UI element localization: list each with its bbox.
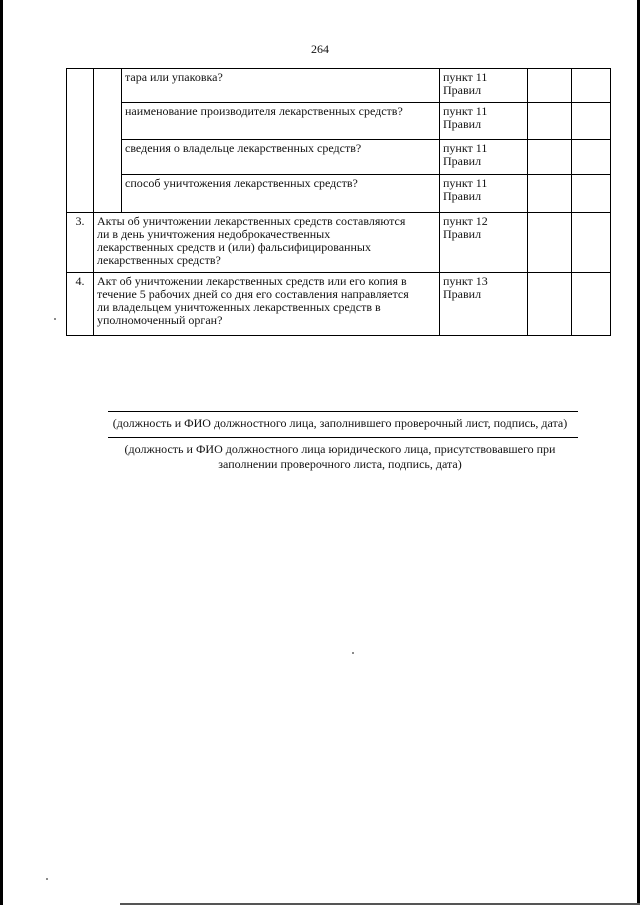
answer-cell-yes[interactable] <box>528 69 572 103</box>
reference-cell <box>440 273 528 336</box>
reference-cell <box>440 140 528 175</box>
answer-cell-no[interactable] <box>572 103 611 140</box>
table-row <box>67 140 611 175</box>
page-number: 264 <box>311 42 329 56</box>
reference-line: пункт 11 <box>443 104 488 118</box>
question-cell <box>94 273 440 336</box>
answer-cell-yes[interactable] <box>528 140 572 175</box>
caption-line: заполнении проверочного листа, подпись, дата) <box>218 457 462 471</box>
question-line: Акты об уничтожении лекарственных средств составляются <box>97 214 406 228</box>
signature-line-representative[interactable] <box>108 437 578 438</box>
scan-speck <box>54 318 56 320</box>
question-line: лекарственных средств? <box>97 253 221 267</box>
table-row <box>67 69 611 103</box>
reference-line: пункт 13 <box>443 274 488 288</box>
table-row <box>67 213 611 273</box>
reference-line: Правил <box>443 287 482 301</box>
row-number: 3. <box>67 213 94 273</box>
row-number: 4. <box>67 273 94 336</box>
caption-line: (должность и ФИО должностного лица, заполнившего проверочный лист, подпись, дата) <box>112 416 568 430</box>
reference-line: Правил <box>443 117 482 131</box>
scan-speck <box>352 652 354 654</box>
reference-cell <box>440 69 528 103</box>
merged-number-cell <box>67 69 94 213</box>
table-row <box>67 273 611 336</box>
answer-cell-no[interactable] <box>572 69 611 103</box>
question-cell: наименование производителя лекарственных средств? <box>122 103 440 140</box>
question-line: лекарственных средств и (или) фальсифицированных <box>97 240 371 254</box>
reference-line: пункт 11 <box>443 176 488 190</box>
merged-question-cell <box>94 69 122 213</box>
question-line: течение 5 рабочих дней со дня его составления направляется <box>97 287 409 301</box>
question-cell: способ уничтожения лекарственных средств? <box>122 175 440 213</box>
question-line: уполномоченный орган? <box>97 313 223 327</box>
table-row <box>67 175 611 213</box>
reference-line: Правил <box>443 154 482 168</box>
answer-cell-no[interactable] <box>572 140 611 175</box>
scan-border-left <box>0 0 3 905</box>
question-cell <box>94 213 440 273</box>
answer-cell-yes[interactable] <box>528 175 572 213</box>
reference-line: пункт 11 <box>443 141 488 155</box>
signature-caption-inspector <box>80 416 600 431</box>
question-line: ли в день уничтожения недоброкачественных <box>97 227 331 241</box>
answer-cell-no[interactable] <box>572 273 611 336</box>
question-cell: сведения о владельце лекарственных средств? <box>122 140 440 175</box>
reference-line: пункт 11 <box>443 70 488 84</box>
answer-cell-yes[interactable] <box>528 213 572 273</box>
caption-line: (должность и ФИО должностного лица юридического лица, присутствовавшего при <box>124 442 556 456</box>
reference-line: Правил <box>443 189 482 203</box>
reference-cell <box>440 103 528 140</box>
signature-line-inspector[interactable] <box>108 411 578 412</box>
question-line: Акт об уничтожении лекарственных средств или его копия в <box>97 274 407 288</box>
question-line: ли владельцем уничтоженных лекарственных средств в <box>97 300 381 314</box>
answer-cell-yes[interactable] <box>528 103 572 140</box>
scan-speck <box>46 878 48 880</box>
question-cell: тара или упаковка? <box>122 69 440 103</box>
reference-line: Правил <box>443 227 482 241</box>
table-row <box>67 103 611 140</box>
answer-cell-no[interactable] <box>572 175 611 213</box>
reference-line: Правил <box>443 83 482 97</box>
checklist-table <box>66 68 611 336</box>
answer-cell-no[interactable] <box>572 213 611 273</box>
reference-cell <box>440 175 528 213</box>
reference-cell <box>440 213 528 273</box>
reference-line: пункт 12 <box>443 214 488 228</box>
answer-cell-yes[interactable] <box>528 273 572 336</box>
signature-caption-representative <box>80 442 600 472</box>
